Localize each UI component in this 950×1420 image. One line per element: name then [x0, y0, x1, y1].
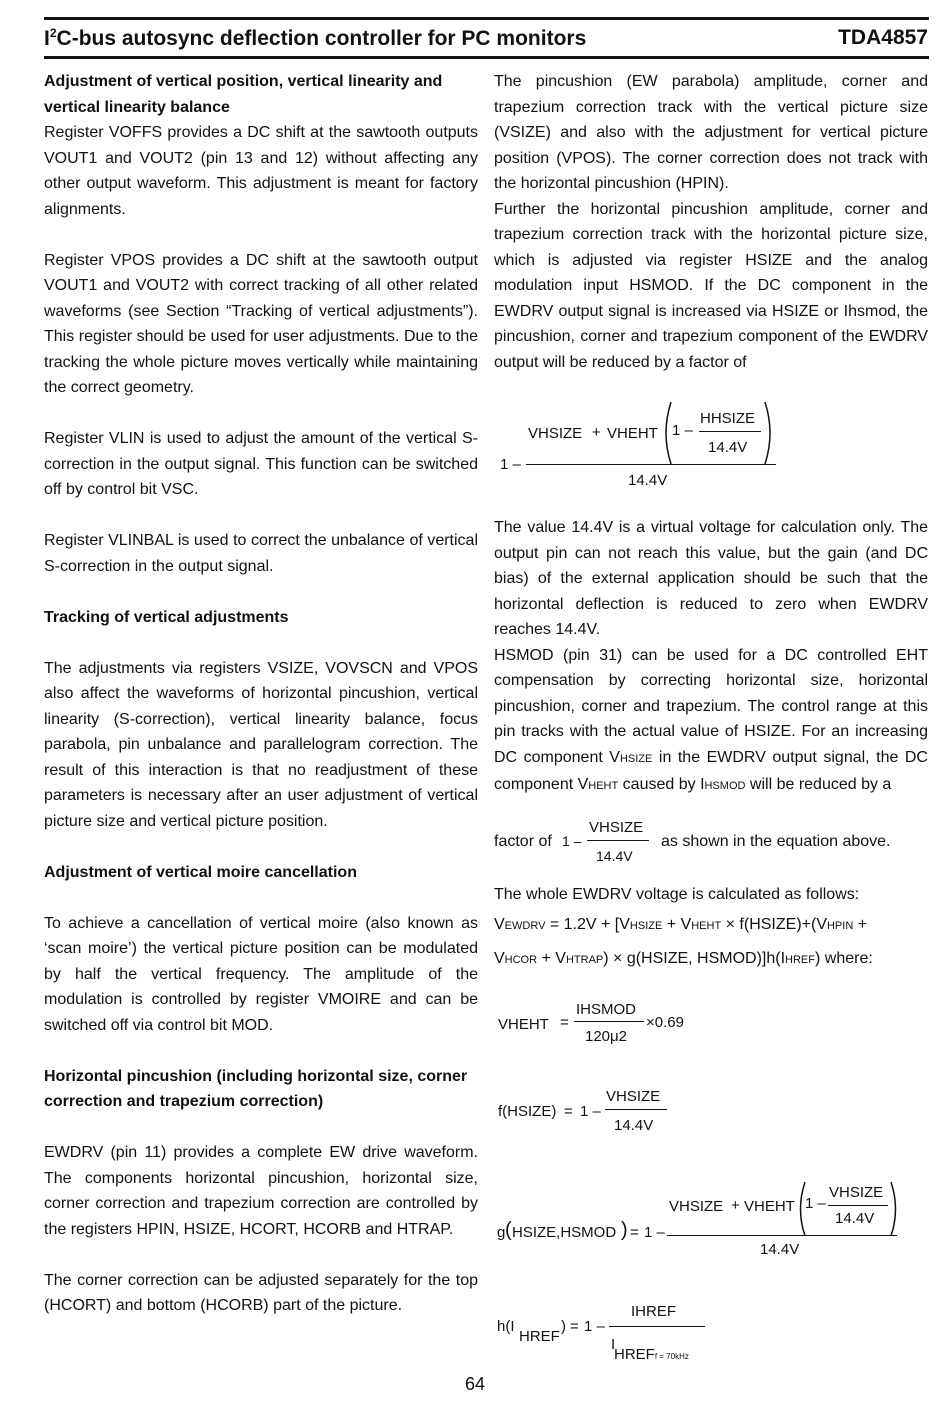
equation-factor: VHSIZE + VHEHT 1 – HHSIZE 14.4V 1 – 14.4V: [500, 400, 800, 495]
part-number: TDA4857: [838, 26, 928, 49]
equation-h: h(I HREF ) = 1 – IHREF I HREFf = 70kHz: [497, 1300, 757, 1370]
equation-inline-factor: factor of 1 – VHSIZE 14.4V as shown in the equation above.: [494, 819, 891, 864]
paragraph-moire: To achieve a cancellation of vertical moire (also known as ‘scan moire’) the vertical picture position can be modulated by half the vertical frequency. The amplitude of the modulation is controlled by register VMOIRE and can be switched off via control bit MOD.: [44, 914, 478, 1034]
right-column-top: [494, 69, 928, 375]
header-rule-top: [44, 17, 929, 20]
document-title: $I^2C$-bus autosync deflection controller for PC monitors: [44, 26, 587, 50]
ewdrv-formula-line-1: VEWDRV = 1.2V + [VHSIZE + VHEHT × f(HSIZE)+(VHPIN +: [494, 916, 868, 933]
equation-f-hsize: f(HSIZE) = 1 – VHSIZE 14.4V: [498, 1085, 718, 1140]
left-column: [44, 69, 478, 1319]
paragraph-ewdrv-calc: The whole EWDRV voltage is calculated as follows:: [494, 886, 860, 903]
equation-vheht: VHEHT = IHSMOD 120μ2 ×0.69: [498, 1001, 684, 1045]
paragraph-hsize-tracking: Further the horizontal pincushion amplitude, corner and trapezium correction track with the horizontal picture size, which is adjusted via register HSIZE and the analog modulation input HSMOD. If the DC component in the EWDRV output signal is increased via HSIZE or Ihsmod, the pincushion, corner and trapezium component of the EWDRV output will be reduced by a factor of: [494, 200, 928, 371]
equation-paren-right: [762, 400, 778, 466]
page-number: 64: [464, 1374, 486, 1394]
paragraph-virtual-voltage: The value 14.4V is a virtual voltage for calculation only. The output pin can not reach this value, but the gain (and DC bias) of the external application should be such that the horizontal deflection is reduced to zero when EWDRV reaches 14.4V.: [494, 519, 928, 638]
paragraph-vlin: Register VLIN is used to adjust the amount of the vertical S-correction in the output signal. This function can be switched off by control bit VSC.: [44, 430, 478, 498]
section-heading-tracking: Tracking of vertical adjustments: [44, 608, 289, 626]
paragraph-hsmod: HSMOD (pin 31) can be used for a DC controlled EHT compensation by correcting horizontal size, horizontal pincushion, corner and trapezium. The control range at this pin tracks with the actual value of HSIZE. For an increasing DC component VHSIZE in the EWDRV output signal, the DC component VHEHT caused by IHSMOD will be reduced by a: [494, 646, 928, 793]
section-heading-vertical-position: Adjustment of vertical position, vertical linearity and vertical linearity balance: [44, 73, 443, 116]
section-heading-pincushion: Horizontal pincushion (including horizontal size, corner correction and trapezium correction): [44, 1067, 468, 1110]
equation-g: g ( HSIZE,HSMOD ) = 1 – VHSIZE + VHEHT 1 – VHSIZE 14.4V 14.4V: [497, 1178, 917, 1268]
header-rule-bottom: [44, 56, 929, 59]
paragraph-ewdrv: EWDRV (pin 11) provides a complete EW drive waveform. The components horizontal pincushion, horizontal size, corner correction and trapezium correction are controlled by the registers HPIN, HSIZE, HCORT, HCORB and HTRAP.: [44, 1144, 478, 1238]
paragraph-pincushion-tracking: The pincushion (EW parabola) amplitude, corner and trapezium correction track with the vertical picture size (VSIZE) and also with the adjustment for vertical picture position (VPOS). The corner correction does not track with the horizontal pincushion (HPIN).: [494, 73, 928, 192]
section-heading-moire: Adjustment of vertical moire cancellation: [44, 863, 357, 881]
paragraph-corner: The corner correction can be adjusted separately for the top (HCORT) and bottom (HCORB) part of the picture.: [44, 1271, 478, 1314]
ewdrv-formula: [494, 912, 928, 972]
right-column-lower: [494, 882, 928, 908]
paragraph-voffs: Register VOFFS provides a DC shift at the sawtooth outputs VOUT1 and VOUT2 (pin 13 and 12) without affecting any other output waveform. This adjustment is meant for factory alignments.: [44, 124, 478, 218]
paragraph-tracking: The adjustments via registers VSIZE, VOVSCN and VPOS also affect the waveforms of horizontal pincushion, vertical linearity (S-correction), vertical linearity balance, focus parabola, pin unbalance and parallelogram correction. The result of this interaction is that no readjustment of these parameters is necessary after an user adjustment of vertical picture size and vertical picture position.: [44, 659, 478, 830]
paragraph-vlinbal: Register VLINBAL is used to correct the unbalance of vertical S-correction in the output signal.: [44, 532, 478, 575]
paragraph-vpos: Register VPOS provides a DC shift at the sawtooth output VOUT1 and VOUT2 with correct tracking of all other related waveforms (see Section “Tracking of vertical adjustments”). This register should be used for user adjustments. Due to the tracking the whole picture moves vertically while maintaining the correct geometry.: [44, 251, 478, 396]
ewdrv-formula-line-2: VHCOR + VHTRAP) × g(HSIZE, HSMOD)]h(IHREF) where:: [494, 950, 873, 967]
right-column-middle: [494, 515, 928, 800]
equation-g-paren-right: [888, 1180, 902, 1238]
